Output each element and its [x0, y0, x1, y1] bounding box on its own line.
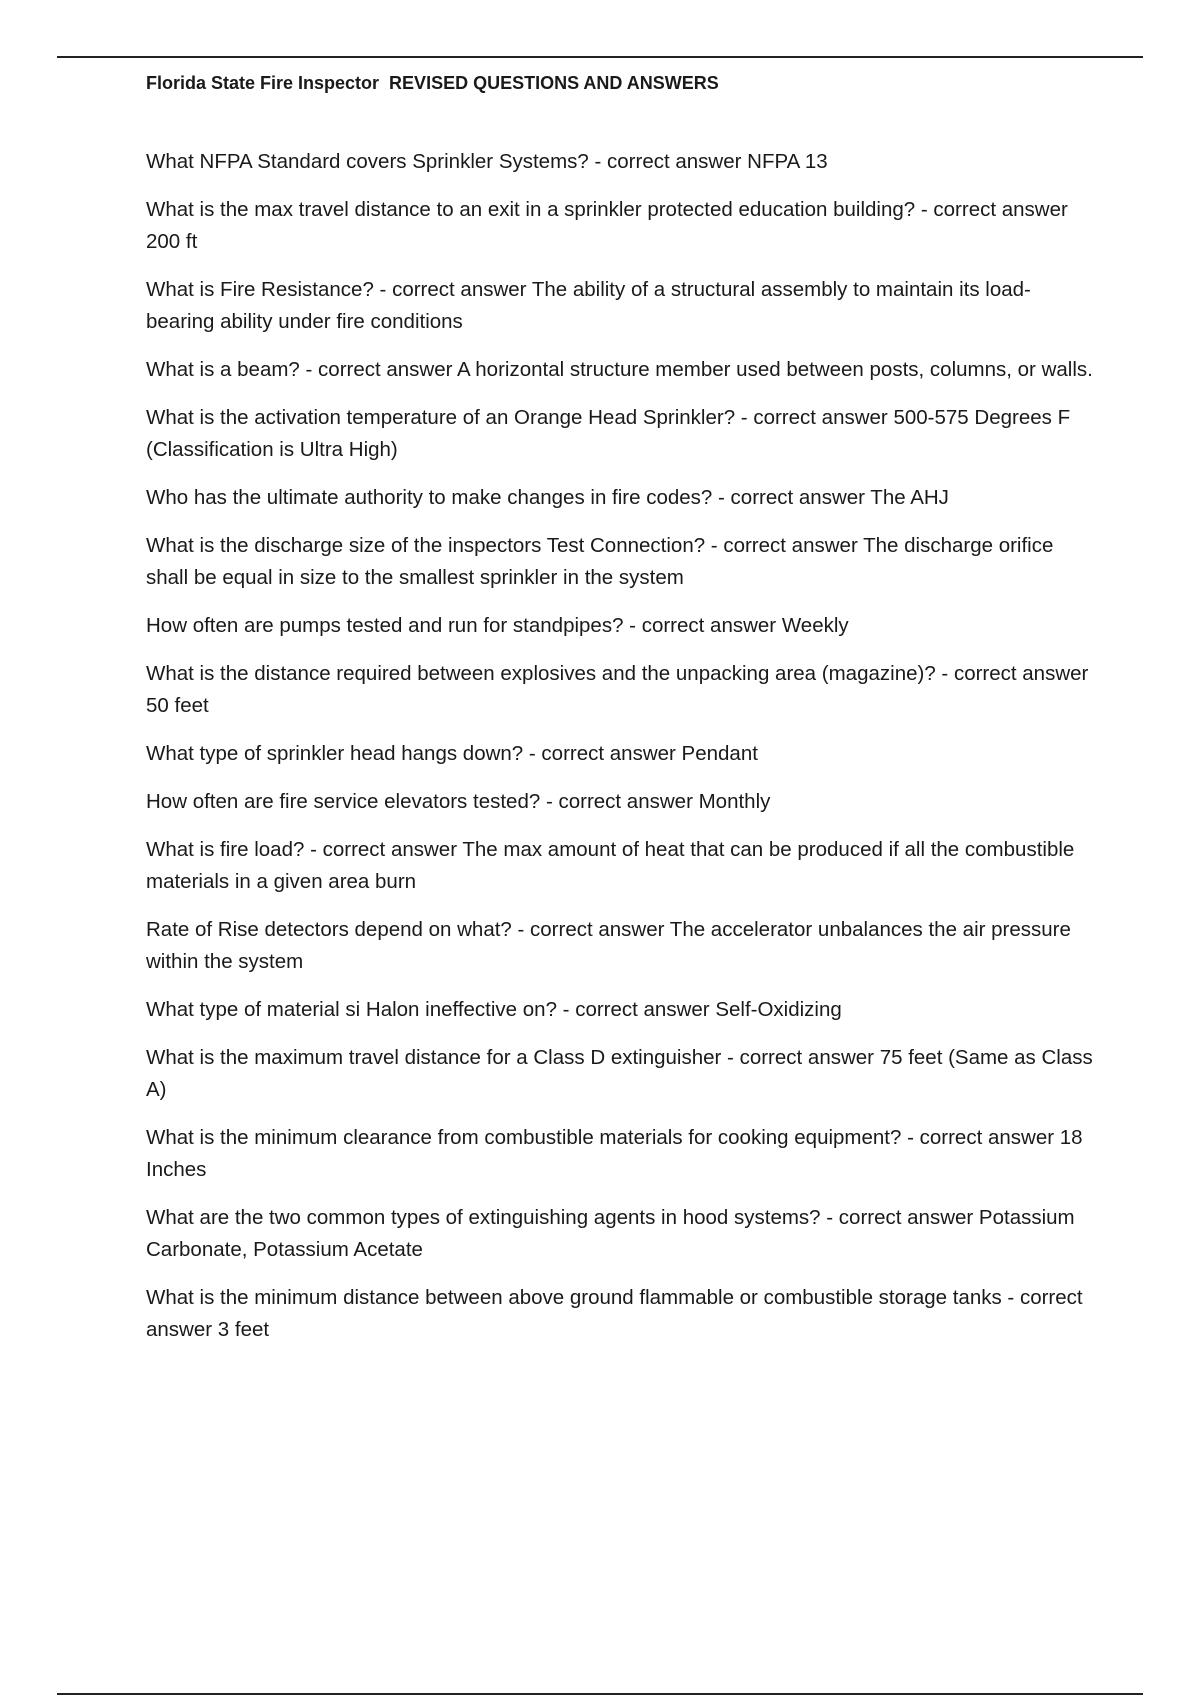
qa-item: Rate of Rise detectors depend on what? - correct answer The accelerator unbalances the air pressure within the system [146, 918, 1071, 973]
qa-item: What type of sprinkler head hangs down? - correct answer Pendant [146, 742, 758, 765]
qa-item: What is Fire Resistance? - correct answer The ability of a structural assembly to maintain its load-bearing ability under fire conditions [146, 278, 1031, 333]
qa-item: How often are pumps tested and run for standpipes? - correct answer Weekly [146, 614, 849, 637]
qa-item: What is the minimum distance between above ground flammable or combustible storage tanks - correct answer 3 feet [146, 1286, 1083, 1341]
qa-item: What is fire load? - correct answer The max amount of heat that can be produced if all the combustible materials in a given area burn [146, 838, 1075, 893]
qa-item: What is the activation temperature of an Orange Head Sprinkler? - correct answer 500-575 Degrees F (Classification is Ultra High) [146, 406, 1071, 461]
qa-item: What is the max travel distance to an exit in a sprinkler protected education building? - correct answer 200 ft [146, 198, 1068, 253]
bottom-rule [57, 1693, 1143, 1695]
qa-item: What are the two common types of extinguishing agents in hood systems? - correct answer Potassium Carbonate, Potassium Acetate [146, 1206, 1075, 1261]
qa-item: Who has the ultimate authority to make changes in fire codes? - correct answer The AHJ [146, 486, 949, 509]
qa-item: What is a beam? - correct answer A horizontal structure member used between posts, columns, or walls. [146, 358, 1093, 381]
qa-item: What type of material si Halon ineffective on? - correct answer Self-Oxidizing [146, 998, 842, 1021]
qa-item: What is the minimum clearance from combustible materials for cooking equipment? - correct answer 18 Inches [146, 1126, 1083, 1181]
qa-item: How often are fire service elevators tested? - correct answer Monthly [146, 790, 771, 813]
qa-list [146, 146, 1096, 1362]
qa-item: What is the discharge size of the inspectors Test Connection? - correct answer The discharge orifice shall be equal in size to the smallest sprinkler in the system [146, 534, 1054, 589]
qa-item: What is the maximum travel distance for a Class D extinguisher - correct answer 75 feet (Same as Class A) [146, 1046, 1093, 1101]
document-title: Florida State Fire Inspector REVISED QUESTIONS AND ANSWERS [146, 73, 719, 93]
qa-item: What NFPA Standard covers Sprinkler Systems? - correct answer NFPA 13 [146, 150, 828, 173]
top-rule [57, 56, 1143, 58]
qa-item: What is the distance required between explosives and the unpacking area (magazine)? - correct answer 50 feet [146, 662, 1089, 717]
